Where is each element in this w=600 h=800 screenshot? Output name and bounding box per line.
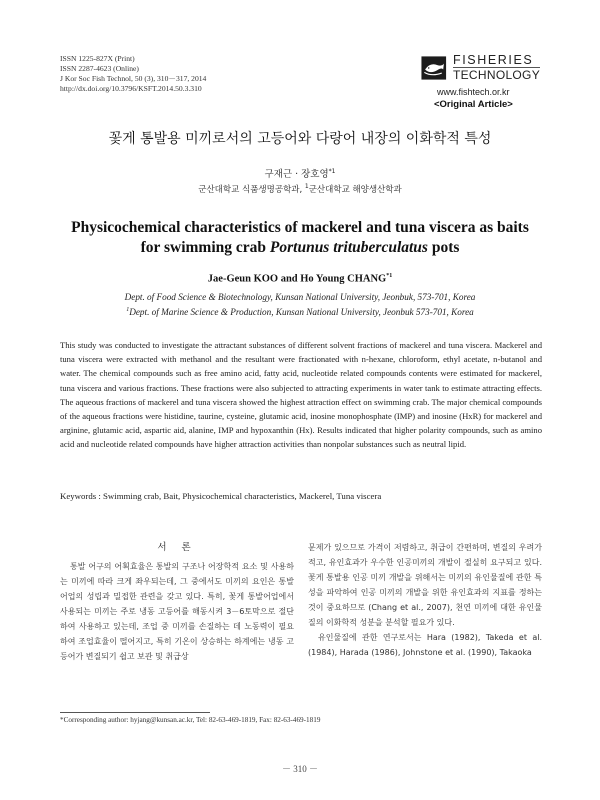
english-affil-2: Dept. of Marine Science & Production, Kunsan National University, Jeonbuk 573-701, Korea <box>129 307 474 318</box>
section-heading: 서 론 <box>157 542 197 553</box>
keywords: Keywords : Swimming crab, Bait, Physicochemical characteristics, Mackerel, Tuna viscera <box>60 491 382 501</box>
korean-author-2: 장호영 <box>301 169 329 180</box>
title-end: pots <box>427 239 460 256</box>
english-authors <box>0 273 600 285</box>
korean-title: 꽃게 통발용 미끼로서의 고등어와 다랑어 내장의 이화학적 특성 <box>108 131 492 147</box>
fish-logo-icon <box>420 50 449 86</box>
footnote-divider <box>60 712 210 713</box>
author-separator: · <box>292 169 302 180</box>
english-title-line-1: Physicochemical characteristics of mackerel and tuna viscera as baits <box>71 219 529 236</box>
english-title-line-2 <box>40 238 560 258</box>
journal-logo <box>420 50 540 86</box>
body-paragraph: 유인물질에 관한 연구로서는 Hara (1982), Takeda et al. (1984), Harada (1986), Johnstone et al. (1990), Takaoka <box>308 633 542 657</box>
english-title <box>40 218 560 258</box>
journal-website[interactable]: www.fishtech.or.kr <box>437 87 510 97</box>
body-paragraph: 통발 어구의 어획효율은 통발의 구조나 어장학적 요소 및 사용하는 미끼에 따라 크게 좌우되는데, 그 중에서도 미끼의 요인은 통발 어업의 성립과 밀접한 관련을 갖고 있다. 특히, 꽃게 통발어업에서 사용되는 미끼는 주로 냉동 고등어를 해동시켜 3－6토막으로 절단하여 사용하고 있는데, 조업 중 미끼를 손질하는 데 노동력이 필요하여 조업효율이 떨어지고, 특히 기온이 상승하는 하계에는 냉동 고등어가 변질되기 쉽고 보관 및 취급상 <box>60 562 294 661</box>
english-affil-2-row <box>0 304 600 319</box>
english-affil-1: Dept. of Food Science & Biotechnology, Kunsan National University, Jeonbuk, 573-701, Korea <box>124 292 476 302</box>
korean-affil-2: 군산대학교 해양생산학과 <box>308 185 402 195</box>
affil-mark: 1 <box>304 183 309 191</box>
body-column-right <box>308 540 542 660</box>
body-column-left <box>60 540 294 664</box>
body-paragraph: 문제가 있으므로 가격이 저렴하고, 취급이 간편하며, 변질의 우려가 적고, 유인효과가 우수한 인공미끼의 개발이 절실히 요구되고 있다. 꽃게 통발용 인공 미끼 개발을 위해서는 미끼의 유인물질에 관한 특성을 파악하여 인공 미끼의 개발을 위한 유인효과의 지표를 정하는 것이 중요하므로 (Chang et al., 2007), 천연 미끼에 대한 유인물질의 이화학적 성분을 분석할 필요가 있다. <box>308 543 542 627</box>
author-mark: *1 <box>386 273 393 279</box>
korean-authors <box>0 166 600 180</box>
issn-online: ISSN 2287-4623 (Online) <box>60 64 139 73</box>
page-number: － 310 － <box>281 764 318 774</box>
corresponding-footnote: *Corresponding author: hyjang@kunsan.ac.kr, Tel: 82-63-469-1819, Fax: 82-63-469-1819 <box>60 716 321 724</box>
species-name: Portunus trituberculatus <box>269 239 428 256</box>
journal-citation: J Kor Soc Fish Technol, 50 (3), 310－317, 2014 <box>60 74 207 83</box>
korean-author-1: 구재근 <box>264 169 293 180</box>
journal-info <box>60 54 320 94</box>
logo-line-1: FISHERIES <box>452 53 534 67</box>
korean-affil-1: 군산대학교 식품생명공학과, <box>198 185 305 195</box>
author-names: Jae-Geun KOO and Ho Young CHANG <box>207 273 387 285</box>
logo-line-2: TECHNOLOGY <box>452 68 540 82</box>
article-type-label: <Original Article> <box>434 99 513 110</box>
korean-affiliations <box>0 183 600 195</box>
doi-link[interactable]: http://dx.doi.org/10.3796/KSFT.2014.50.3.310 <box>60 84 202 93</box>
title-plain: for swimming crab <box>140 239 270 256</box>
english-affiliations <box>0 291 600 319</box>
abstract: This study was conducted to investigate the attractant substances of different solvent fractions of mackerel and tuna viscera. Mackerel and tuna viscera were extracted with methanol and the resultant were fractionated with n-hexane, chloroform, ethyl acetate, n-butanol and water. The chemical compounds such as free amino acid, fatty acid, nucleotide related compounds contents were estimated for mackerel, tuna viscera and various fractions. These fractions were also subjected to attracting experiments in water tank to estimate attracting effects. The aqueous fractions of mackerel and tuna viscera showed the highest attraction effect on swimming crab. The major chemical compounds of the aqueous fractions were histidine, taurine, cysteine, glutamic acid, inosine monophosphate (IMP) and inosine (HxR) for mackerel and arginine, glutamic acid, aspartic aid, alanine, IMP and hypoxanthin (Hx). Results indicated that higher polarity compounds, such as amino acid and nucleotide related compounds have higher attraction activities than nonpolar substances such as neutral lipid. <box>60 340 542 450</box>
affil-mark: 1 <box>126 307 130 313</box>
author-mark: *1 <box>328 167 336 175</box>
issn-print: ISSN 1225-827X (Print) <box>60 54 135 63</box>
